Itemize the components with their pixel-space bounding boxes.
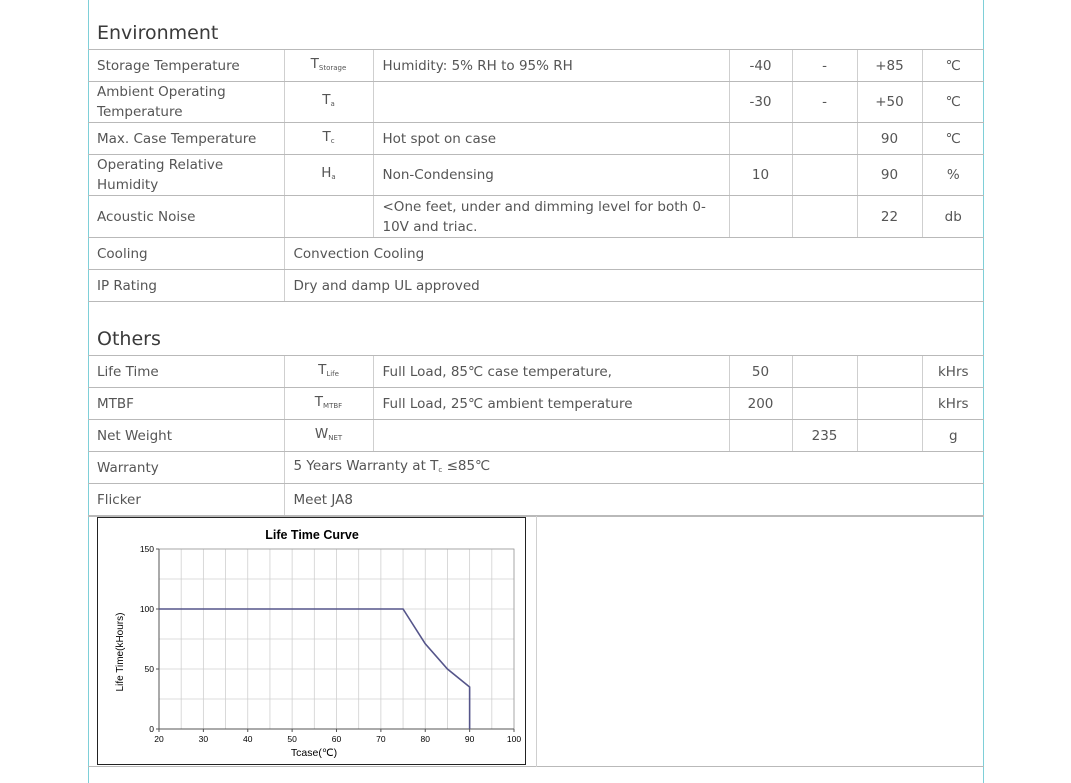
condition-cell: Full Load, 25℃ ambient temperature <box>373 388 729 420</box>
param-cell: Warranty <box>88 452 284 484</box>
symbol-cell: $T_{Storage}$ <box>284 50 373 82</box>
unit-cell: kHrs <box>922 356 984 388</box>
unit-cell: ℃ <box>922 82 984 123</box>
environment-title: Environment <box>97 22 219 44</box>
unit-cell: % <box>922 155 984 196</box>
x-tick-label: 80 <box>420 734 430 744</box>
typ-cell: - <box>792 50 857 82</box>
param-cell: IP Rating <box>88 270 284 302</box>
min-cell: 10 <box>729 155 792 196</box>
y-tick-label: 100 <box>139 604 154 614</box>
param-cell: Net Weight <box>88 420 284 452</box>
unit-cell: ℃ <box>922 123 984 155</box>
symbol-cell: $T_c$ <box>284 123 373 155</box>
x-axis-label: Tcase(℃) <box>290 747 338 759</box>
param-cell: Max. Case Temperature <box>88 123 284 155</box>
condition-cell <box>373 420 729 452</box>
unit-cell: g <box>922 420 984 452</box>
min-cell: -40 <box>729 50 792 82</box>
x-tick-label: 100 <box>506 734 522 744</box>
max-cell <box>857 420 922 452</box>
symbol-cell: $T_{MTBF}$ <box>284 388 373 420</box>
unit-cell: db <box>922 196 984 238</box>
min-cell: 50 <box>729 356 792 388</box>
table-row <box>88 484 984 516</box>
y-tick-label: 50 <box>144 664 154 674</box>
max-cell <box>857 356 922 388</box>
typ-cell <box>792 155 857 196</box>
condition-cell: Hot spot on case <box>373 123 729 155</box>
chart-title: Life Time Curve <box>265 528 359 542</box>
value-cell: Convection Cooling <box>284 238 984 270</box>
table-row <box>88 196 984 238</box>
typ-cell <box>792 123 857 155</box>
param-cell: Acoustic Noise <box>88 196 284 238</box>
condition-cell: Non-Condensing <box>373 155 729 196</box>
min-cell: 200 <box>729 388 792 420</box>
table-row <box>88 50 984 82</box>
x-tick-label: 90 <box>464 734 475 744</box>
unit-cell: ℃ <box>922 50 984 82</box>
y-axis-label: Life Time(kHours) <box>115 612 126 692</box>
condition-cell: Full Load, 85℃ case temperature, <box>373 356 729 388</box>
typ-cell: - <box>792 82 857 123</box>
others-title: Others <box>97 328 161 350</box>
param-cell: MTBF <box>88 388 284 420</box>
x-tick-label: 40 <box>243 734 253 744</box>
table-row <box>88 388 984 420</box>
chart-grid <box>159 549 514 729</box>
y-tick-label: 0 <box>149 724 154 734</box>
param-cell: Life Time <box>88 356 284 388</box>
chart-axes <box>140 544 522 744</box>
param-cell: Operating Relative Humidity <box>88 155 284 196</box>
condition-cell: Humidity: 5% RH to 95% RH <box>373 50 729 82</box>
table-row <box>88 155 984 196</box>
typ-cell <box>792 356 857 388</box>
max-cell: 90 <box>857 123 922 155</box>
value-cell: Meet JA8 <box>284 484 984 516</box>
others-table <box>88 355 984 516</box>
symbol-cell: $T_{Life}$ <box>284 356 373 388</box>
typ-cell <box>792 196 857 238</box>
table-row <box>88 420 984 452</box>
life-time-chart-svg <box>98 518 525 764</box>
param-cell: Cooling <box>88 238 284 270</box>
table-row <box>88 82 984 123</box>
symbol-cell: $W_{NET}$ <box>284 420 373 452</box>
param-cell: Flicker <box>88 484 284 516</box>
condition-cell <box>373 82 729 123</box>
max-cell: +50 <box>857 82 922 123</box>
max-cell: 22 <box>857 196 922 238</box>
symbol-cell <box>284 196 373 238</box>
x-tick-label: 50 <box>287 734 297 744</box>
x-tick-label: 20 <box>154 734 164 744</box>
min-cell <box>729 123 792 155</box>
unit-cell: kHrs <box>922 388 984 420</box>
table-row <box>88 270 984 302</box>
environment-table <box>88 49 984 302</box>
max-cell: +85 <box>857 50 922 82</box>
min-cell: -30 <box>729 82 792 123</box>
x-tick-label: 60 <box>331 734 342 744</box>
table-row <box>88 356 984 388</box>
value-cell: 5 Years Warranty at $T_c$ ≤85℃ <box>284 452 984 484</box>
table-row <box>88 452 984 484</box>
chart-row-divider <box>536 516 537 767</box>
x-tick-label: 70 <box>376 734 386 744</box>
table-row <box>88 123 984 155</box>
typ-cell: 235 <box>792 420 857 452</box>
param-cell: Storage Temperature <box>88 50 284 82</box>
y-tick-label: 150 <box>139 544 154 554</box>
max-cell <box>857 388 922 420</box>
symbol-cell: $T_a$ <box>284 82 373 123</box>
max-cell: 90 <box>857 155 922 196</box>
condition-cell: <One feet, under and dimming level for both 0-10V and triac. <box>373 196 729 238</box>
table-row <box>88 238 984 270</box>
min-cell <box>729 196 792 238</box>
param-cell: Ambient Operating Temperature <box>88 82 284 123</box>
symbol-cell: $H_a$ <box>284 155 373 196</box>
typ-cell <box>792 388 857 420</box>
life-time-chart <box>97 517 526 765</box>
value-cell: Dry and damp UL approved <box>284 270 984 302</box>
x-tick-label: 30 <box>198 734 209 744</box>
min-cell <box>729 420 792 452</box>
